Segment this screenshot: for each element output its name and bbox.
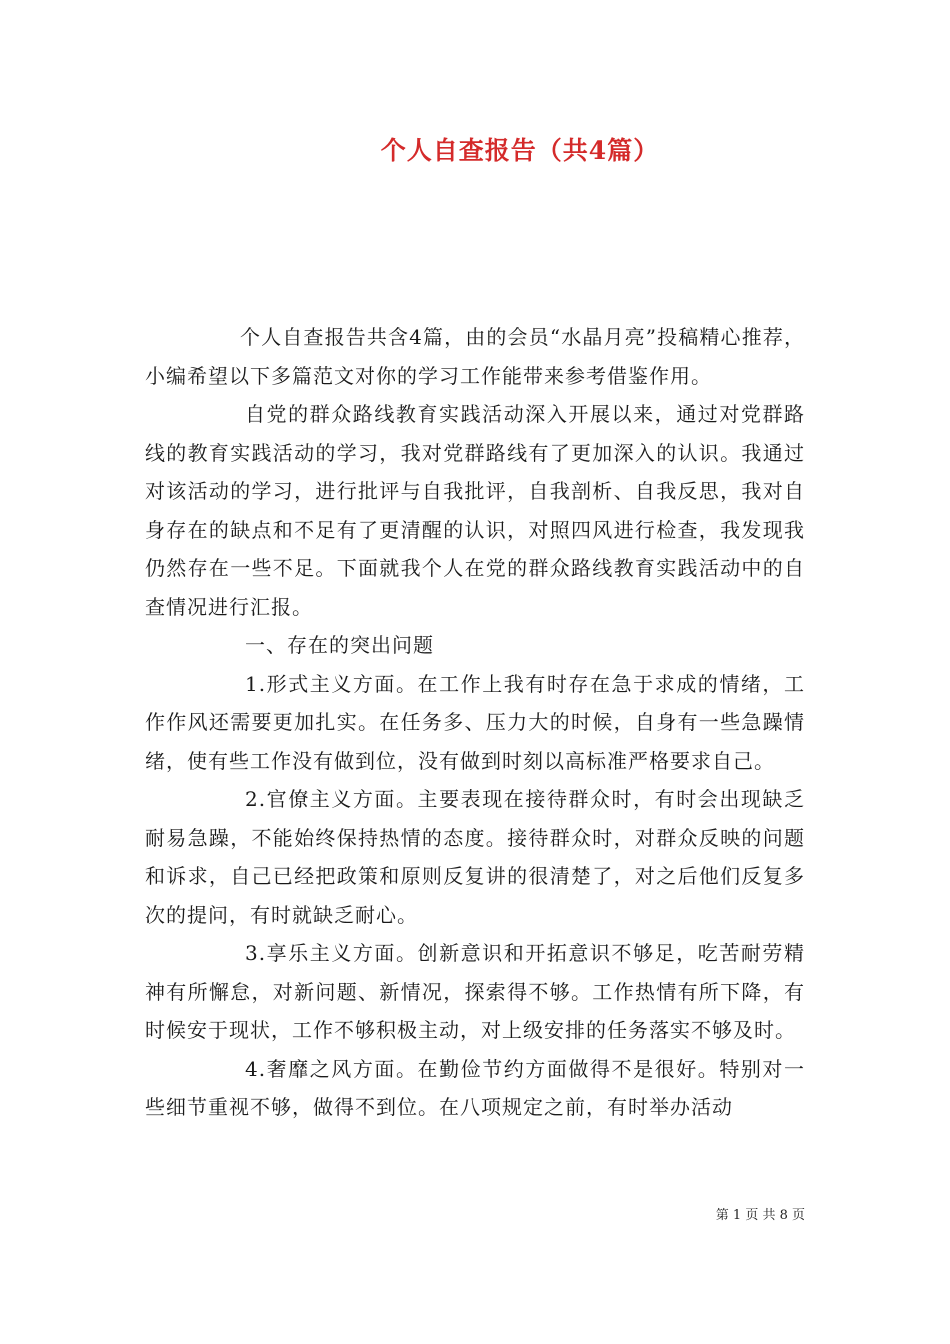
intro-paragraph: 个人自查报告共含4篇，由的会员“水晶月亮”投稿精心推荐，小编希望以下多篇范文对你的学习工作能带来参考借鉴作用。 xyxy=(145,325,805,388)
body-paragraph: 3.享乐主义方面。创新意识和开拓意识不够足，吃苦耐劳精神有所懈怠，对新问题、新情况，探索得不够。工作热情有所下降，有时候安于现状，工作不够积极主动，对上级安排的任务落实不够及时。 xyxy=(145,941,805,1042)
page-title: 个人自查报告（共4篇） xyxy=(380,136,660,165)
document-body xyxy=(145,318,805,1127)
body-paragraph: 1.形式主义方面。在工作上我有时存在急于求成的情绪，工作作风还需要更加扎实。在任务多、压力大的时候，自身有一些急躁情绪，使有些工作没有做到位，没有做到时刻以高标准严格要求自己。 xyxy=(145,671,805,773)
section-heading: 一、存在的突出问题 xyxy=(245,633,434,657)
body-paragraph: 4.奢靡之风方面。在勤俭节约方面做得不是很好。特别对一些细节重视不够，做得不到位。在八项规定之前，有时举办活动 xyxy=(145,1056,805,1119)
page-number: 第 1 页 共 8 页 xyxy=(715,1208,805,1223)
body-paragraph: 2.官僚主义方面。主要表现在接待群众时，有时会出现缺乏耐易急躁，不能始终保持热情的态度。接待群众时，对群众反映的问题和诉求，自己已经把政策和原则反复讲的很清楚了，对之后他们反复多次的提问，有时就缺乏耐心。 xyxy=(145,787,805,927)
body-paragraph: 自党的群众路线教育实践活动深入开展以来，通过对党群路线的教育实践活动的学习，我对党群路线有了更加深入的认识。我通过对该活动的学习，进行批评与自我批评，自我剖析、自我反思，我对自身存在的缺点和不足有了更清醒的认识，对照四风进行检查，我发现我仍然存在一些不足。下面就我个人在党的群众路线教育实践活动中的自查情况进行汇报。 xyxy=(145,402,805,619)
